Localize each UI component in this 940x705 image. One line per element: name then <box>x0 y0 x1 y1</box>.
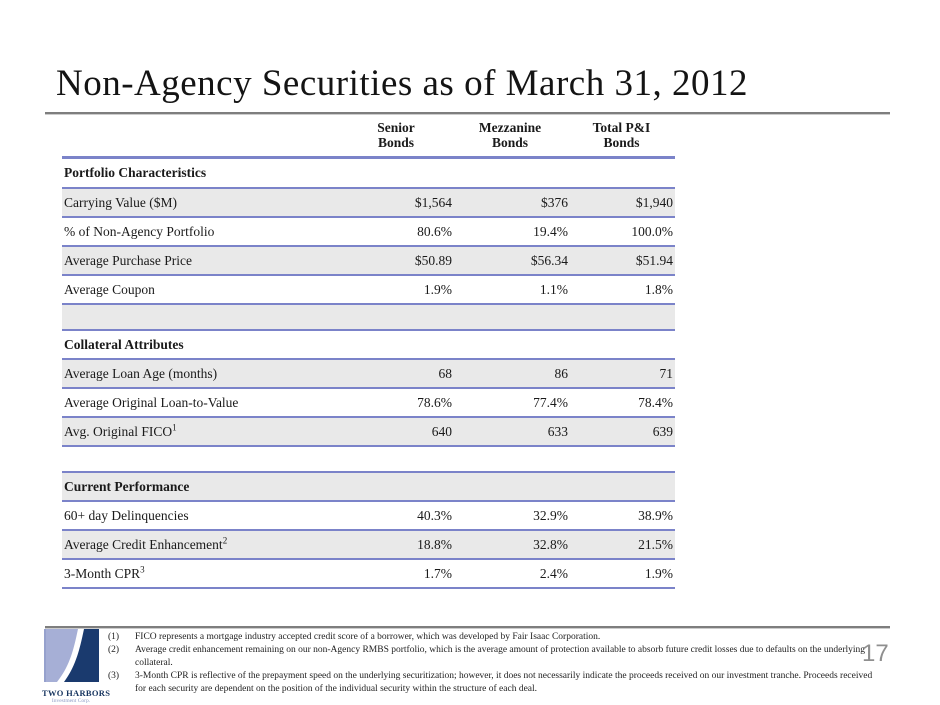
cell-senior: 78.6% <box>417 394 452 410</box>
table-column-headers <box>62 120 675 150</box>
two-harbors-logo-icon <box>44 629 99 682</box>
footnote-number: (1) <box>108 632 120 642</box>
cell-mezzanine: 32.8% <box>533 536 568 552</box>
cell-mezzanine: $56.34 <box>530 252 568 268</box>
cell-total: 21.5% <box>638 536 673 552</box>
spacer-row <box>62 445 675 471</box>
column-header-line2: Bonds <box>491 135 529 150</box>
two-harbors-logo <box>42 629 111 704</box>
cell-mezzanine: 77.4% <box>533 394 568 410</box>
section-title: Portfolio Characteristics <box>64 165 207 180</box>
section-title: Collateral Attributes <box>64 336 184 352</box>
cell-senior: 40.3% <box>417 507 452 523</box>
table-row <box>62 358 675 387</box>
cell-mezzanine: $376 <box>541 194 568 210</box>
cell-total: 1.9% <box>644 565 673 581</box>
cell-senior: 80.6% <box>417 223 452 239</box>
cell-total: 1.8% <box>644 281 673 297</box>
table-row <box>62 274 675 303</box>
row-label: Average Loan Age (months) <box>64 365 218 381</box>
footer-divider <box>45 626 890 629</box>
data-table <box>62 156 675 589</box>
column-header-total-pi <box>568 120 675 150</box>
row-label: Average Purchase Price <box>64 252 192 268</box>
cell-senior: 1.9% <box>423 281 452 297</box>
footnote-text: 3-Month CPR is reflective of the prepayment speed on the underlying securitization; however, it does not necessarily indicate the proceeds received on our investment tranche. Proceeds received for each security are dependent on the position of the individual security within the structure of each deal. <box>135 671 873 694</box>
row-label: 3-Month CPR <box>64 565 141 581</box>
column-header-line1: Mezzanine <box>478 120 542 135</box>
footnote-number: (2) <box>108 645 120 655</box>
table-row <box>62 245 675 274</box>
cell-mezzanine: 2.4% <box>539 565 568 581</box>
cell-senior: 1.7% <box>423 565 452 581</box>
cell-total: 639 <box>652 423 673 439</box>
column-header-mezzanine <box>452 120 568 150</box>
table-row <box>62 500 675 529</box>
column-header-line1: Senior <box>377 120 415 135</box>
column-header-line1: Total P&I <box>592 120 651 135</box>
spacer-row <box>62 303 675 329</box>
row-label: Average Coupon <box>64 281 155 297</box>
row-label: 60+ day Delinquencies <box>64 507 189 523</box>
footnote-marker: 2 <box>222 535 228 545</box>
slide-title: Non-Agency Securities as of March 31, 2012 <box>56 63 748 104</box>
column-header-line2: Bonds <box>603 135 640 150</box>
table-row <box>62 187 675 216</box>
column-header-line2: Bonds <box>377 135 415 150</box>
logo-name: TWO HARBORS <box>42 688 111 698</box>
footnote-1 <box>108 631 876 644</box>
footnote-marker: 3 <box>140 564 145 574</box>
column-header-spacer <box>62 120 340 150</box>
row-label: % of Non-Agency Portfolio <box>64 223 215 239</box>
footnote-3 <box>108 670 876 696</box>
footnote-marker: 1 <box>172 422 177 432</box>
footnote-text: FICO represents a mortgage industry accepted credit score of a borrower, which was developed by Fair Isaac Corporation. <box>135 632 601 642</box>
table-row <box>62 416 675 445</box>
table-row <box>62 558 675 587</box>
section-header-portfolio-characteristics <box>62 156 675 187</box>
section-header-current-performance <box>62 471 675 500</box>
row-label: Carrying Value ($M) <box>64 194 177 210</box>
cell-mezzanine: 19.4% <box>533 223 568 239</box>
cell-total: 78.4% <box>638 394 673 410</box>
footnotes <box>108 631 876 696</box>
table-row <box>62 216 675 245</box>
logo-subtitle: Investment Corp. <box>51 698 91 704</box>
cell-total: $1,940 <box>635 194 673 210</box>
table-row <box>62 529 675 558</box>
cell-senior: $1,564 <box>414 194 452 210</box>
section-title: Current Performance <box>64 478 190 494</box>
title-divider <box>45 112 890 115</box>
cell-senior: 640 <box>431 423 452 439</box>
row-label: Average Original Loan-to-Value <box>64 394 239 410</box>
page-number: 17 <box>862 640 889 667</box>
cell-mezzanine: 633 <box>547 423 568 439</box>
cell-total: 100.0% <box>631 223 673 239</box>
cell-total: 71 <box>659 365 673 381</box>
cell-mezzanine: 1.1% <box>539 281 568 297</box>
footnote-text: Average credit enhancement remaining on our non-Agency RMBS portfolio, which is the average amount of protection available to absorb future credit losses due to defaults on the underlying collateral. <box>135 645 866 668</box>
row-label: Avg. Original FICO <box>64 423 173 439</box>
table-bottom-line <box>62 587 675 589</box>
section-header-collateral-attributes <box>62 329 675 358</box>
table-row <box>62 387 675 416</box>
cell-senior: 68 <box>438 365 452 381</box>
cell-senior: $50.89 <box>414 252 452 268</box>
row-label: Average Credit Enhancement <box>64 536 223 552</box>
cell-total: 38.9% <box>638 507 673 523</box>
cell-senior: 18.8% <box>417 536 452 552</box>
cell-mezzanine: 86 <box>554 365 568 381</box>
column-header-senior <box>340 120 452 150</box>
cell-total: $51.94 <box>635 252 673 268</box>
cell-mezzanine: 32.9% <box>533 507 568 523</box>
footnote-2 <box>108 644 876 670</box>
footnote-number: (3) <box>108 671 120 681</box>
